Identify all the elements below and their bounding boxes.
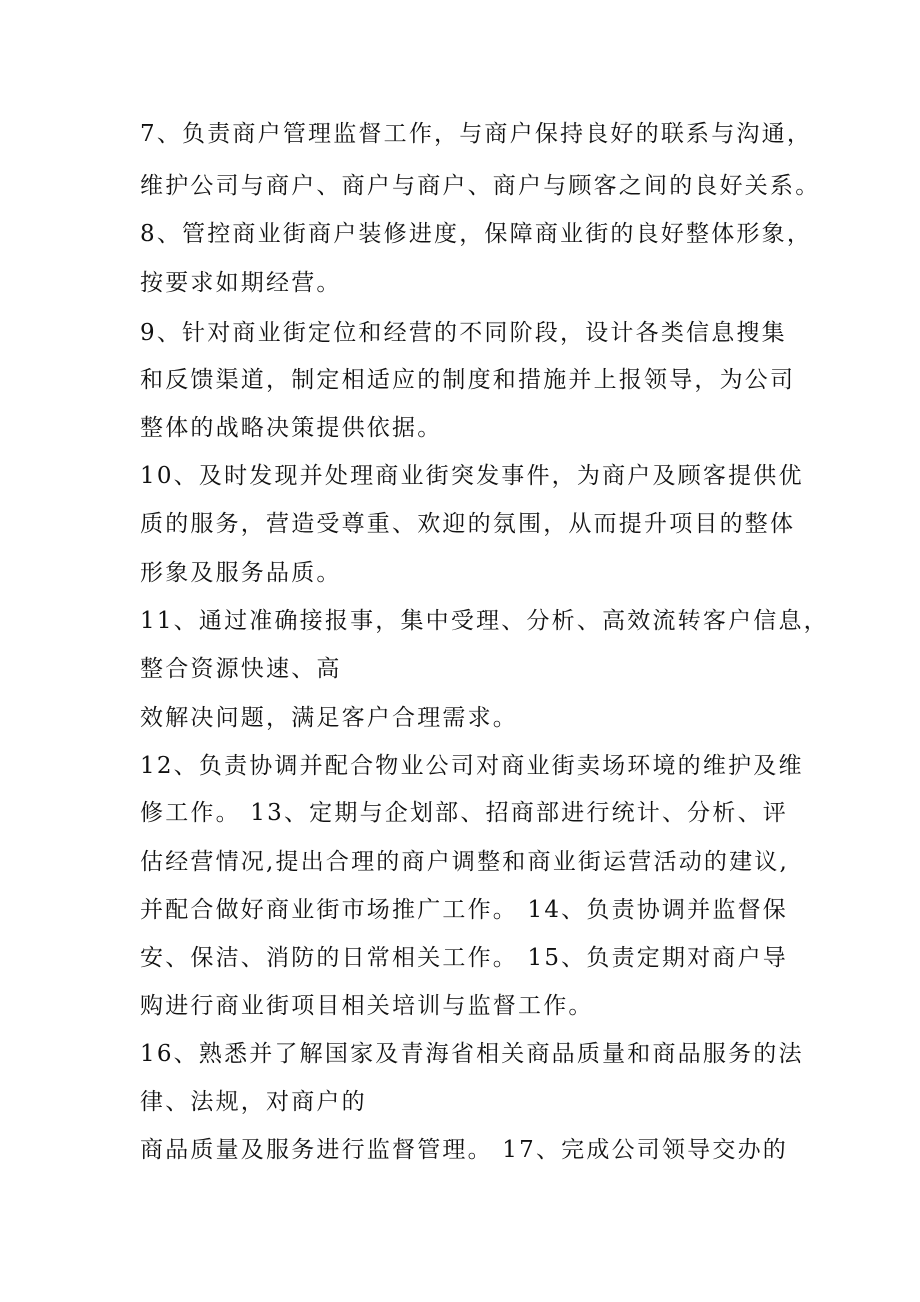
text-line: 11、通过准确接报事，集中受理、分析、高效流转客户信息，	[140, 608, 829, 634]
text-line: 7、负责商户管理监督工作，与商户保持良好的联系与沟通，	[140, 121, 813, 147]
text-line: 8、管控商业街商户装修进度，保障商业街的良好整体形象，	[140, 221, 813, 247]
text-line: 形象及服务品质。	[140, 560, 342, 586]
text-line: 安、保洁、消防的日常相关工作。 15、负责定期对商户导	[140, 945, 788, 971]
text-line: 商品质量及服务进行监督管理。 17、完成公司领导交办的	[140, 1137, 788, 1163]
text-line: 维护公司与商户、商户与商户、商户与顾客之间的良好关系。	[140, 173, 821, 199]
text-line: 效解决问题，满足客户合理需求。	[140, 705, 518, 731]
text-line: 质的服务，营造受尊重、欢迎的氛围，从而提升项目的整体	[140, 511, 796, 537]
text-line: 并配合做好商业街市场推广工作。 14、负责协调并监督保	[140, 897, 788, 923]
text-line: 12、负责协调并配合物业公司对商业街卖场环境的维护及维	[140, 753, 804, 779]
text-line: 律、法规，对商户的	[140, 1089, 367, 1115]
text-line: 10、及时发现并处理商业街突发事件，为商户及顾客提供优	[140, 463, 804, 489]
text-line: 按要求如期经营。	[140, 270, 342, 296]
text-line: 整体的战略决策提供依据。	[140, 415, 443, 441]
text-line: 估经营情况,提出合理的商户调整和商业街运营活动的建议,	[140, 849, 790, 875]
text-line: 9、针对商业街定位和经营的不同阶段，设计各类信息搜集	[140, 320, 787, 346]
text-line: 16、熟悉并了解国家及青海省相关商品质量和商品服务的法	[140, 1041, 804, 1067]
text-line: 修工作。 13、定期与企划部、招商部进行统计、分析、评	[140, 800, 788, 826]
text-line: 整合资源快速、高	[140, 656, 342, 682]
text-line: 购进行商业街项目相关培训与监督工作。	[140, 993, 594, 1019]
text-line: 和反馈渠道，制定相适应的制度和措施并上报领导，为公司	[140, 367, 796, 393]
